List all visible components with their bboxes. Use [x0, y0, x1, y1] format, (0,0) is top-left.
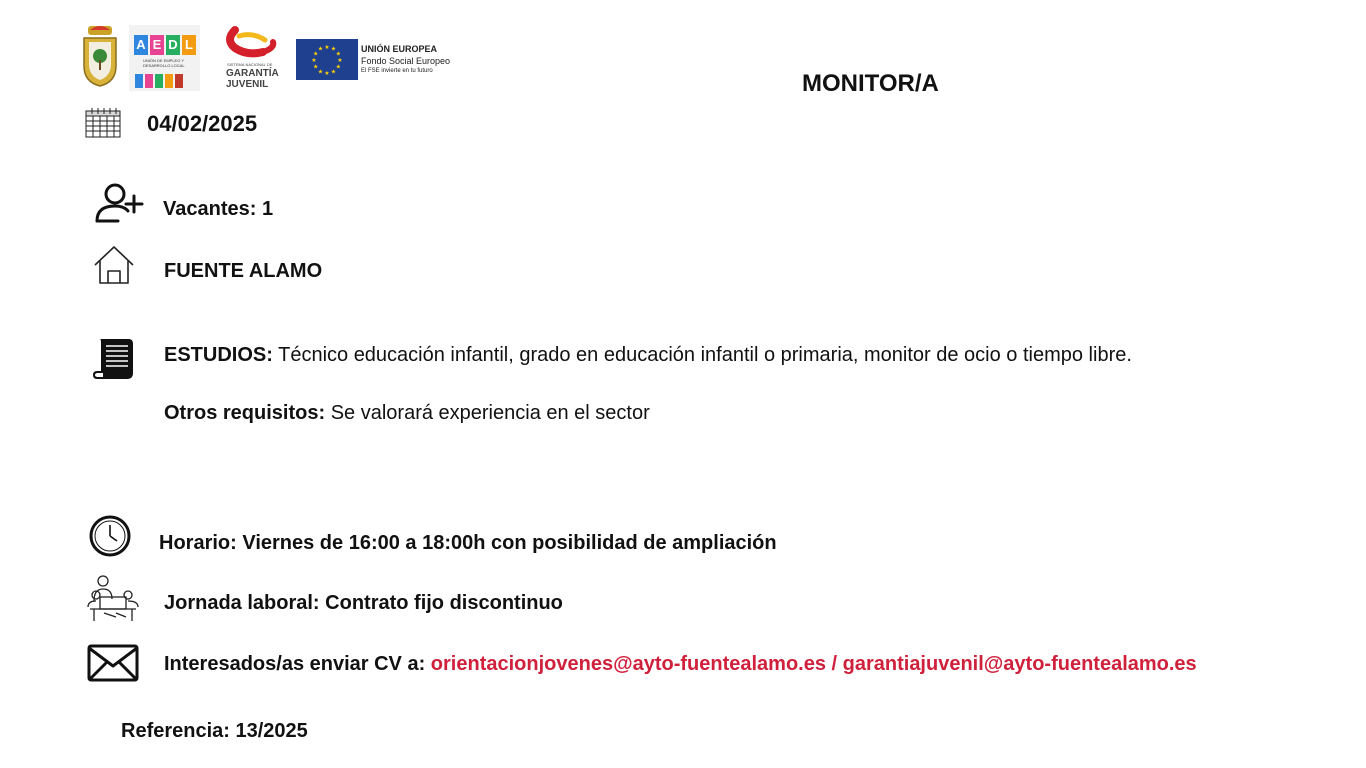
home-icon [93, 245, 135, 285]
eu-subtitle: Fondo Social Europeo [361, 56, 451, 66]
eu-star: ★ [335, 51, 341, 58]
eu-star: ★ [317, 69, 324, 76]
eu-star: ★ [324, 45, 330, 51]
eu-tagline: El FSE invierte en tu futuro [361, 68, 433, 74]
eu-star: ★ [313, 51, 319, 58]
coat-of-arms-logo [80, 24, 120, 88]
estudios [164, 344, 1132, 367]
estudios-label: ESTUDIOS: [164, 344, 273, 366]
eu-star: ★ [324, 71, 330, 77]
page-title: MONITOR/A [802, 70, 939, 97]
user-plus-icon [94, 182, 146, 224]
location: FUENTE ALAMO [164, 260, 323, 282]
eu-star: ★ [337, 58, 343, 64]
eu-flag [296, 39, 358, 80]
eu-star: ★ [335, 64, 341, 71]
eu-stars [296, 39, 358, 80]
contact-label: Interesados/as enviar CV a: [164, 653, 431, 675]
garantia-juvenil-logo: SISTEMA NACIONAL DE GARANTÍA JUVENIL [223, 26, 283, 92]
eu-title: UNIÓN EUROPEA [361, 44, 438, 54]
eu-star: ★ [313, 64, 319, 71]
work-schedule: Jornada laboral: Contrato fijo discontinuo [164, 592, 563, 614]
eu-star: ★ [330, 69, 337, 76]
calendar-icon [84, 107, 124, 139]
vacancies: Vacantes: 1 [163, 198, 274, 220]
scroll-document-icon [91, 337, 135, 383]
schedule: Horario: Viernes de 16:00 a 18:00h con posibilidad de ampliación [159, 532, 777, 554]
eu-star: ★ [330, 46, 337, 53]
posting-date: 04/02/2025 [147, 111, 258, 136]
envelope-icon [87, 644, 139, 682]
otros-requisitos [164, 402, 650, 425]
eu-star: ★ [311, 58, 317, 64]
clock-icon [89, 515, 131, 557]
garantia-juvenil-symbol [223, 26, 283, 64]
eu-star: ★ [317, 46, 324, 53]
otros-label: Otros requisitos: [164, 402, 326, 424]
otros-text: Se valorará experiencia en el sector [325, 402, 650, 424]
contact-emails-link[interactable]: orientacionjovenes@ayto-fuentealamo.es / garantiajuvenil@ayto-fuentealamo.es [430, 653, 1197, 675]
reference: Referencia: 13/2025 [121, 720, 308, 742]
contact-line [164, 653, 1197, 676]
meeting-desk-icon [86, 575, 140, 623]
aedl-logo: A E D L UNIÓN DE EMPLEO Y DESARROLLO LOCAL [129, 25, 200, 91]
estudios-text: Técnico educación infantil, grado en educación infantil o primaria, monitor de ocio o tiempo libre. [272, 344, 1132, 366]
